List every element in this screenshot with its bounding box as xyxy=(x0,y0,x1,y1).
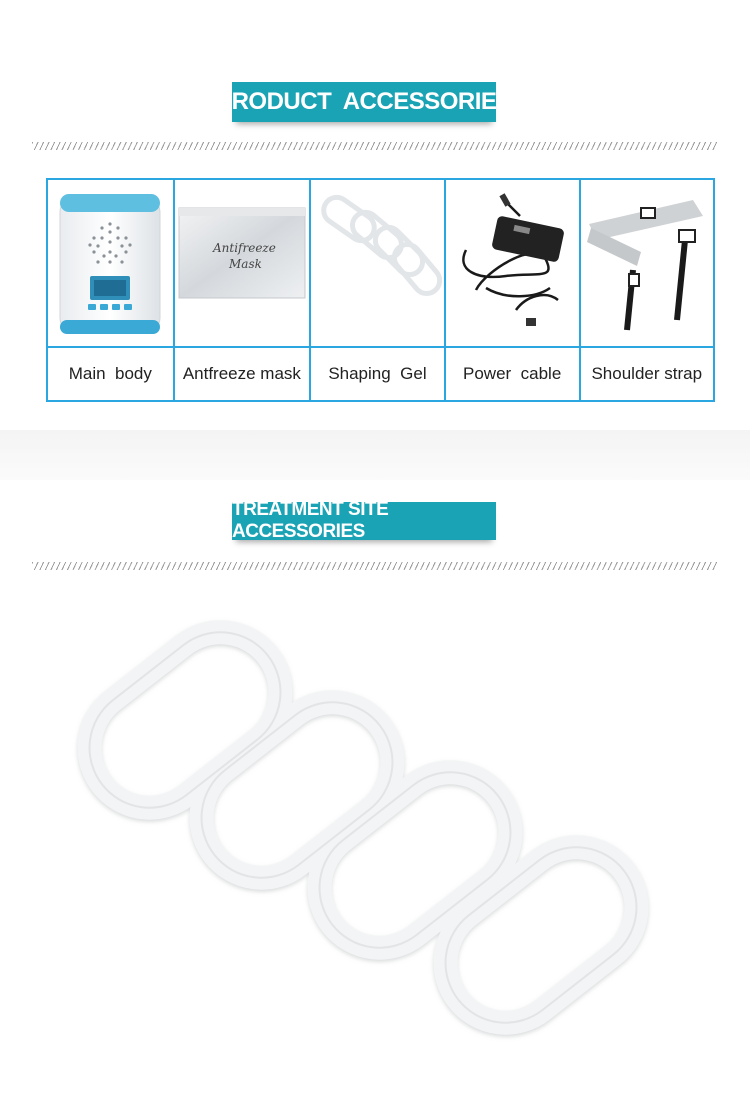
label-shoulder-strap: Shoulder strap xyxy=(580,347,714,401)
label-shaping-gel: Shaping Gel xyxy=(310,347,445,401)
section-gap xyxy=(0,430,750,480)
label-power-cable: Power cable xyxy=(445,347,580,401)
mask-image-cell xyxy=(174,179,310,347)
label-antfreeze-mask: Antfreeze mask xyxy=(174,347,310,401)
section-title: PRODUCT ACCESSORIES xyxy=(216,88,512,115)
mask-pack-icon xyxy=(175,180,309,346)
accessories-table xyxy=(46,178,715,402)
gel-image-cell xyxy=(310,179,445,347)
pack-text-line1: Antifreeze xyxy=(212,241,276,255)
pack-text-line2: Mask xyxy=(228,257,262,271)
power-adapter-icon xyxy=(446,180,579,346)
label-main-body: Main body xyxy=(47,347,174,401)
power-cable-image-cell xyxy=(445,179,580,347)
hatch-divider xyxy=(32,562,718,570)
section-title-banner xyxy=(232,499,496,542)
strap-icon xyxy=(581,180,713,346)
treatment-site-accessories-section xyxy=(0,480,750,1098)
device-icon xyxy=(48,180,173,346)
hatch-divider xyxy=(32,142,718,150)
gel-rings-icon xyxy=(311,180,444,346)
silicone-rings-icon xyxy=(0,580,750,1100)
main-body-image-cell xyxy=(47,179,174,347)
section-title: TREATMENT SITE ACCESSORIES xyxy=(232,499,389,542)
product-accessories-section xyxy=(0,0,750,430)
section-title-banner xyxy=(216,82,512,122)
strap-image-cell xyxy=(580,179,714,347)
